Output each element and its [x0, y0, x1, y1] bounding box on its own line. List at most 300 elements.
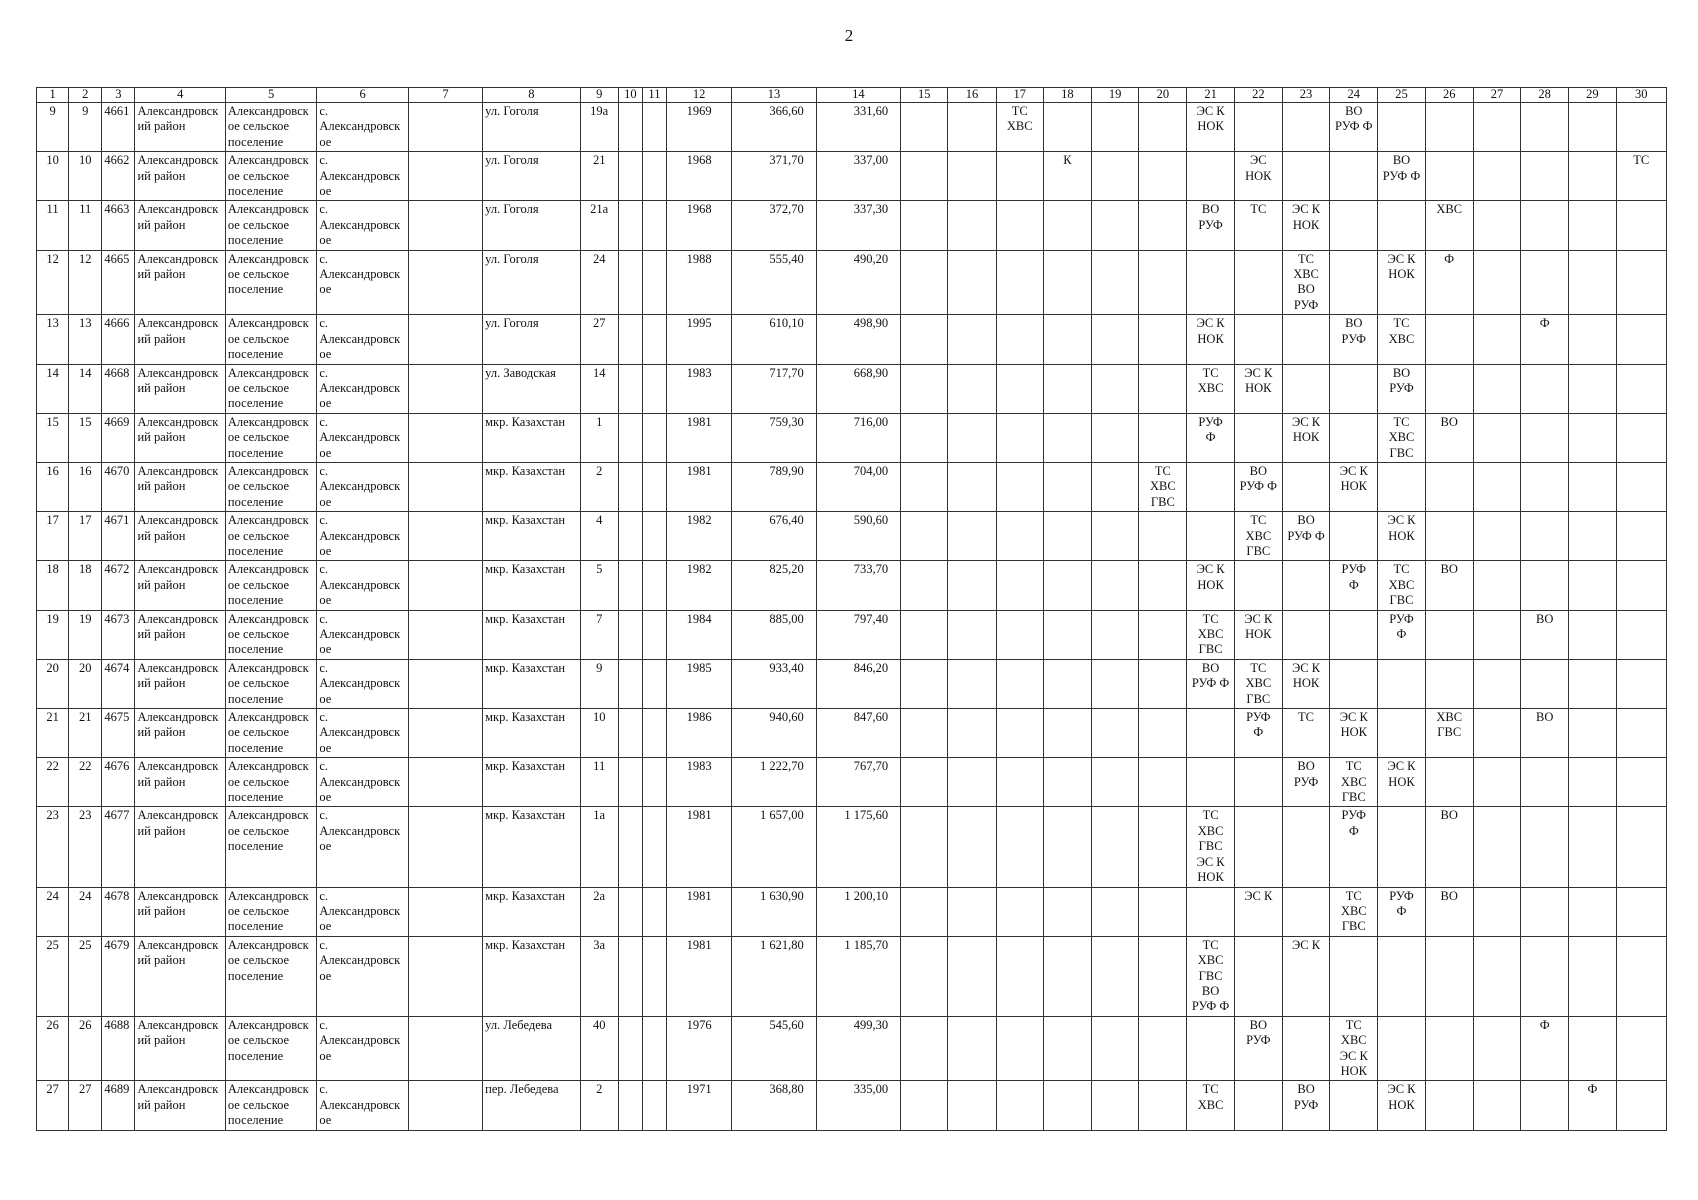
table-cell [1282, 1016, 1329, 1081]
table-cell: 498,90 [816, 315, 900, 364]
table-cell [996, 709, 1043, 758]
table-cell: 4663 [102, 201, 135, 250]
table-cell: с. Александровск ое [317, 512, 408, 561]
table-cell: ЭС К НОК [1378, 1081, 1425, 1130]
table-cell: 19а [580, 103, 618, 152]
table-cell: ТС ХВС ВО РУФ [1282, 250, 1329, 315]
table-cell [1425, 462, 1473, 511]
table-cell: 4671 [102, 512, 135, 561]
table-cell: мкр. Казахстан [483, 936, 580, 1016]
table-cell [1330, 152, 1378, 201]
table-cell [618, 936, 642, 1016]
table-cell: ВО РУФ [1330, 315, 1378, 364]
table-cell [1043, 1016, 1091, 1081]
table-row [37, 887, 1667, 936]
table-cell [1569, 413, 1616, 462]
table-cell: 4669 [102, 413, 135, 462]
table-cell: 27 [580, 315, 618, 364]
table-row [37, 315, 1667, 364]
table-cell [1616, 936, 1666, 1016]
table-cell: 17 [37, 512, 69, 561]
table-cell [642, 413, 666, 462]
table-cell: ВО РУФ Ф [1330, 103, 1378, 152]
table-cell: 1981 [667, 462, 732, 511]
table-cell: ВО [1425, 413, 1473, 462]
table-cell [408, 152, 482, 201]
table-cell [1092, 561, 1139, 610]
table-cell: 20 [69, 659, 102, 708]
table-cell [1378, 201, 1425, 250]
table-cell [1139, 709, 1187, 758]
table-cell: Александровск ое сельское поселение [225, 1016, 316, 1081]
table-cell: 610,10 [732, 315, 816, 364]
table-cell [1473, 413, 1520, 462]
table-cell: с. Александровск ое [317, 364, 408, 413]
table-cell: ЭС К НОК [1234, 364, 1282, 413]
table-row [37, 1016, 1667, 1081]
table-cell [1616, 709, 1666, 758]
table-row [37, 561, 1667, 610]
table-cell [618, 659, 642, 708]
table-row [37, 807, 1667, 887]
table-cell: ВО РУФ [1234, 1016, 1282, 1081]
table-cell [996, 659, 1043, 708]
table-cell [1473, 152, 1520, 201]
table-cell [1425, 659, 1473, 708]
table-cell: 490,20 [816, 250, 900, 315]
table-cell [1043, 709, 1091, 758]
table-cell: Александровск ое сельское поселение [225, 610, 316, 659]
table-cell [1473, 561, 1520, 610]
table-cell: 4665 [102, 250, 135, 315]
table-cell [1187, 462, 1234, 511]
table-cell [901, 610, 948, 659]
column-number-header: 2 [69, 88, 102, 103]
table-cell: ХВС [1425, 201, 1473, 250]
table-cell [996, 152, 1043, 201]
column-number-header: 20 [1139, 88, 1187, 103]
table-cell [1092, 315, 1139, 364]
table-cell: с. Александровск ое [317, 315, 408, 364]
table-cell: 1983 [667, 758, 732, 807]
table-cell: 12 [69, 250, 102, 315]
table-cell [1473, 462, 1520, 511]
table-cell: 1 175,60 [816, 807, 900, 887]
table-cell: ТС ХВС [1378, 315, 1425, 364]
table-cell [1616, 758, 1666, 807]
table-cell: 4661 [102, 103, 135, 152]
table-cell: 11 [580, 758, 618, 807]
table-cell [1092, 1016, 1139, 1081]
table-cell [901, 462, 948, 511]
column-number-header: 21 [1187, 88, 1234, 103]
table-cell: 704,00 [816, 462, 900, 511]
table-cell [1616, 610, 1666, 659]
table-cell: ТС ХВС [1187, 364, 1234, 413]
table-cell: ВО [1425, 561, 1473, 610]
table-cell [1330, 610, 1378, 659]
table-cell: 4675 [102, 709, 135, 758]
table-cell: ул. Гоголя [483, 201, 580, 250]
table-cell [1473, 1081, 1520, 1130]
table-cell [1425, 364, 1473, 413]
table-row [37, 152, 1667, 201]
table-cell: Александровск ое сельское поселение [225, 561, 316, 610]
table-cell [1473, 315, 1520, 364]
table-cell [1043, 1081, 1091, 1130]
table-cell: 1995 [667, 315, 732, 364]
table-cell [1234, 413, 1282, 462]
table-cell: ЭС НОК [1234, 152, 1282, 201]
table-cell: 331,60 [816, 103, 900, 152]
table-cell [408, 709, 482, 758]
table-cell [901, 758, 948, 807]
table-cell [1569, 315, 1616, 364]
table-cell: ЭС К НОК [1330, 709, 1378, 758]
table-cell: 337,30 [816, 201, 900, 250]
table-row [37, 364, 1667, 413]
table-cell: ЭС К НОК [1282, 659, 1329, 708]
table-cell: 4674 [102, 659, 135, 708]
table-cell: РУФ Ф [1234, 709, 1282, 758]
table-cell [1139, 807, 1187, 887]
table-cell [1616, 413, 1666, 462]
table-cell [1330, 936, 1378, 1016]
table-cell: ВО РУФ Ф [1378, 152, 1425, 201]
table-cell [1187, 512, 1234, 561]
table-cell: с. Александровск ое [317, 103, 408, 152]
table-cell: 18 [37, 561, 69, 610]
table-cell: ТС [1616, 152, 1666, 201]
table-cell [408, 887, 482, 936]
table-cell: 24 [580, 250, 618, 315]
table-cell [1569, 103, 1616, 152]
table-row [37, 201, 1667, 250]
table-cell [996, 807, 1043, 887]
table-cell: 1982 [667, 561, 732, 610]
table-cell [618, 1081, 642, 1130]
table-cell: ТС [1282, 709, 1329, 758]
table-cell [1139, 936, 1187, 1016]
table-cell [996, 413, 1043, 462]
table-cell [642, 315, 666, 364]
table-row [37, 103, 1667, 152]
column-number-header: 12 [667, 88, 732, 103]
table-cell: 499,30 [816, 1016, 900, 1081]
table-cell [1043, 250, 1091, 315]
table-cell [1139, 887, 1187, 936]
table-cell: мкр. Казахстан [483, 709, 580, 758]
table-cell: ТС ХВС [1187, 1081, 1234, 1130]
table-cell [1092, 364, 1139, 413]
table-cell [408, 364, 482, 413]
table-cell: ТС [1234, 201, 1282, 250]
table-cell [996, 610, 1043, 659]
table-cell: 1982 [667, 512, 732, 561]
table-cell: РУФ Ф [1330, 561, 1378, 610]
table-cell: 716,00 [816, 413, 900, 462]
table-cell: 4676 [102, 758, 135, 807]
table-cell [1043, 201, 1091, 250]
table-cell [948, 610, 996, 659]
table-cell: ТС ХВС ГВС [1234, 659, 1282, 708]
table-cell: ВО [1425, 807, 1473, 887]
table-cell: 335,00 [816, 1081, 900, 1130]
table-cell [1187, 709, 1234, 758]
table-cell [408, 315, 482, 364]
table-cell [1616, 315, 1666, 364]
table-cell [1473, 103, 1520, 152]
table-cell [901, 103, 948, 152]
table-cell [1187, 887, 1234, 936]
table-cell: Александровск ий район [135, 250, 225, 315]
table-cell [1139, 610, 1187, 659]
table-cell: 1 [580, 413, 618, 462]
table-cell: Александровск ий район [135, 103, 225, 152]
table-cell [642, 201, 666, 250]
table-row [37, 250, 1667, 315]
table-cell [1092, 1081, 1139, 1130]
table-cell [1569, 807, 1616, 887]
table-cell [1043, 462, 1091, 511]
table-cell [408, 610, 482, 659]
table-cell [642, 936, 666, 1016]
table-cell: 11 [69, 201, 102, 250]
table-cell [1378, 1016, 1425, 1081]
table-cell [408, 103, 482, 152]
table-cell [1616, 561, 1666, 610]
table-cell [1616, 1016, 1666, 1081]
table-cell [1092, 709, 1139, 758]
table-cell: Александровск ий район [135, 561, 225, 610]
table-cell: 7 [580, 610, 618, 659]
table-cell [901, 709, 948, 758]
table-cell [1378, 709, 1425, 758]
table-cell [1187, 152, 1234, 201]
table-cell [1187, 250, 1234, 315]
table-cell: 1 185,70 [816, 936, 900, 1016]
table-cell: ВО РУФ [1282, 758, 1329, 807]
page-number: 2 [844, 26, 854, 45]
table-cell: ТС ХВС ГВС [1139, 462, 1187, 511]
table-cell: 10 [69, 152, 102, 201]
table-cell [1521, 462, 1569, 511]
table-cell: ТС ХВС [996, 103, 1043, 152]
table-cell: 733,70 [816, 561, 900, 610]
table-cell [618, 462, 642, 511]
table-cell: 23 [37, 807, 69, 887]
table-cell [618, 610, 642, 659]
table-cell: ЭС К НОК [1234, 610, 1282, 659]
table-cell [948, 512, 996, 561]
table-cell [1092, 659, 1139, 708]
table-cell: 933,40 [732, 659, 816, 708]
table-cell: ул. Гоголя [483, 152, 580, 201]
table-cell: 14 [69, 364, 102, 413]
table-cell: ул. Заводская [483, 364, 580, 413]
table-cell: ТС ХВС ГВС [1187, 610, 1234, 659]
table-cell [1616, 659, 1666, 708]
column-number-header: 5 [225, 88, 316, 103]
table-cell [1521, 250, 1569, 315]
table-cell: 4668 [102, 364, 135, 413]
table-cell [618, 364, 642, 413]
table-cell: Александровск ий район [135, 758, 225, 807]
table-cell: мкр. Казахстан [483, 887, 580, 936]
table-cell [1282, 364, 1329, 413]
table-cell [1616, 103, 1666, 152]
table-row [37, 936, 1667, 1016]
table-cell: 885,00 [732, 610, 816, 659]
column-number-header: 4 [135, 88, 225, 103]
table-cell: 1971 [667, 1081, 732, 1130]
table-cell [1378, 103, 1425, 152]
table-cell [1092, 201, 1139, 250]
table-cell [1473, 201, 1520, 250]
table-cell: 18 [69, 561, 102, 610]
table-cell: ВО РУФ Ф [1187, 659, 1234, 708]
table-cell: Александровск ое сельское поселение [225, 103, 316, 152]
table-cell [948, 887, 996, 936]
table-cell [1569, 758, 1616, 807]
column-number-header: 10 [618, 88, 642, 103]
table-cell: 366,60 [732, 103, 816, 152]
table-cell [1330, 364, 1378, 413]
table-cell: Александровск ое сельское поселение [225, 936, 316, 1016]
table-cell [1043, 807, 1091, 887]
column-number-header: 3 [102, 88, 135, 103]
table-cell [1425, 152, 1473, 201]
table-cell: 789,90 [732, 462, 816, 511]
table-cell [642, 364, 666, 413]
table-cell [948, 1081, 996, 1130]
table-cell [408, 561, 482, 610]
table-cell: Александровск ое сельское поселение [225, 152, 316, 201]
table-cell [1425, 936, 1473, 1016]
table-cell [1282, 315, 1329, 364]
column-number-header: 7 [408, 88, 482, 103]
table-cell: ВО РУФ [1282, 1081, 1329, 1130]
table-cell: 1 222,70 [732, 758, 816, 807]
table-cell: пер. Лебедева [483, 1081, 580, 1130]
table-cell: Александровск ий район [135, 462, 225, 511]
table-cell [618, 807, 642, 887]
column-number-header: 30 [1616, 88, 1666, 103]
table-cell: ул. Гоголя [483, 250, 580, 315]
table-cell [1043, 561, 1091, 610]
table-cell [1139, 103, 1187, 152]
table-cell [1378, 936, 1425, 1016]
table-cell [1139, 1016, 1187, 1081]
table-cell: с. Александровск ое [317, 413, 408, 462]
table-cell: ЭС К НОК [1187, 315, 1234, 364]
table-cell [901, 807, 948, 887]
table-cell: 3а [580, 936, 618, 1016]
table-cell [1092, 512, 1139, 561]
table-cell [1092, 610, 1139, 659]
table-cell: с. Александровск ое [317, 936, 408, 1016]
table-cell: 15 [37, 413, 69, 462]
table-cell: ТС ХВС ГВС [1378, 561, 1425, 610]
table-cell: 4678 [102, 887, 135, 936]
table-cell: Ф [1521, 315, 1569, 364]
table-cell [1521, 152, 1569, 201]
table-cell [1043, 315, 1091, 364]
table-cell: с. Александровск ое [317, 758, 408, 807]
table-cell [618, 561, 642, 610]
table-cell: ЭС К НОК [1187, 561, 1234, 610]
table-cell [1043, 512, 1091, 561]
table-cell [1330, 413, 1378, 462]
table-cell [1234, 758, 1282, 807]
column-number-header: 25 [1378, 88, 1425, 103]
table-cell: ВО [1521, 709, 1569, 758]
table-cell: 21 [69, 709, 102, 758]
table-cell [1330, 659, 1378, 708]
table-cell: ЭС К НОК [1378, 250, 1425, 315]
table-cell [1092, 152, 1139, 201]
header-row [37, 88, 1667, 103]
table-cell: ЭС К [1234, 887, 1282, 936]
table-cell: Александровск ий район [135, 709, 225, 758]
table-cell [618, 887, 642, 936]
table-cell: с. Александровск ое [317, 887, 408, 936]
table-cell [948, 152, 996, 201]
table-cell: 590,60 [816, 512, 900, 561]
table-cell [1425, 758, 1473, 807]
table-cell [948, 709, 996, 758]
table-cell [1616, 1081, 1666, 1130]
table-cell [642, 103, 666, 152]
table-cell: 846,20 [816, 659, 900, 708]
table-cell [642, 610, 666, 659]
table-cell: Александровск ий район [135, 610, 225, 659]
table-cell: ТС ХВС ЭС К НОК [1330, 1016, 1378, 1081]
table-cell [1282, 561, 1329, 610]
table-row [37, 512, 1667, 561]
table-cell: Александровск ое сельское поселение [225, 201, 316, 250]
table-cell: Александровск ий район [135, 807, 225, 887]
table-cell [1092, 887, 1139, 936]
table-cell [1282, 152, 1329, 201]
table-cell [618, 201, 642, 250]
column-number-header: 22 [1234, 88, 1282, 103]
table-cell: 4679 [102, 936, 135, 1016]
table-cell: ЭС К НОК [1330, 462, 1378, 511]
table-cell [1425, 103, 1473, 152]
table-cell [901, 936, 948, 1016]
table-cell [1569, 936, 1616, 1016]
table-cell: мкр. Казахстан [483, 413, 580, 462]
table-cell: Александровск ий район [135, 315, 225, 364]
table-cell: мкр. Казахстан [483, 610, 580, 659]
table-cell [996, 315, 1043, 364]
table-cell [948, 561, 996, 610]
table-cell [996, 936, 1043, 1016]
column-number-header: 9 [580, 88, 618, 103]
table-cell [1139, 659, 1187, 708]
table-cell: 27 [69, 1081, 102, 1130]
table-cell: с. Александровск ое [317, 610, 408, 659]
table-cell [642, 152, 666, 201]
table-cell: 21а [580, 201, 618, 250]
table-cell [1521, 936, 1569, 1016]
table-cell: 1981 [667, 413, 732, 462]
table-cell [1043, 103, 1091, 152]
table-cell [408, 1081, 482, 1130]
table-cell [1521, 201, 1569, 250]
table-cell [408, 250, 482, 315]
